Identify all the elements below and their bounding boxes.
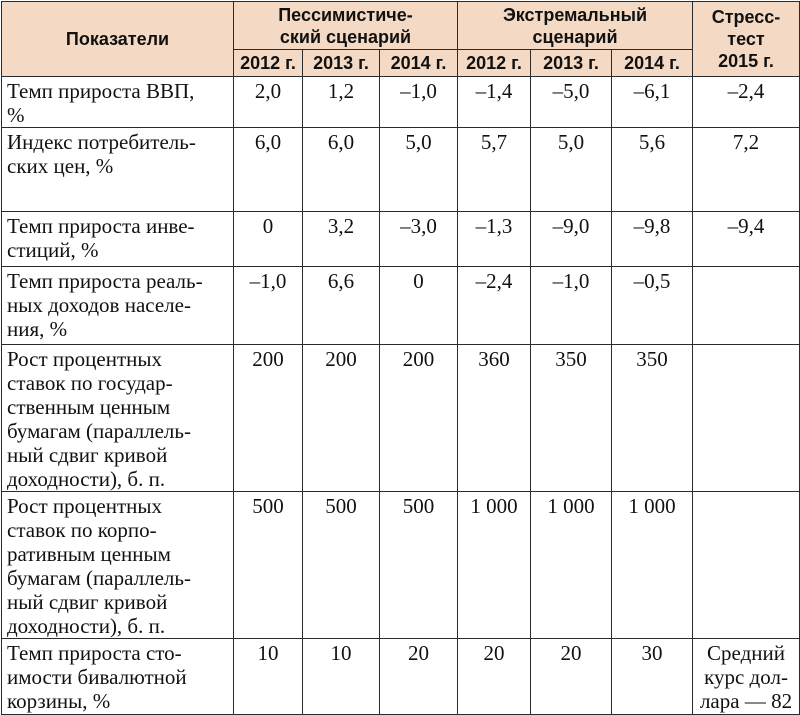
table-cell: –1,3 xyxy=(458,212,531,267)
table-cell: 10 xyxy=(303,639,380,715)
header-year: 2012 г. xyxy=(234,50,303,77)
header-pessimistic-scenario: Пессимистиче- ский сценарий xyxy=(234,2,458,50)
table-row xyxy=(2,128,800,212)
table-header xyxy=(2,2,800,77)
table-row xyxy=(2,77,800,128)
table-cell: –2,4 xyxy=(458,267,531,345)
row-label: Темп прироста реаль- ных доходов населе- ния, % xyxy=(2,267,234,345)
table-cell: 350 xyxy=(612,345,693,492)
row-label: Темп прироста ВВП, % xyxy=(2,77,234,128)
stress-cell xyxy=(693,267,800,345)
stress-cell: 7,2 xyxy=(693,128,800,212)
table-cell: 200 xyxy=(303,345,380,492)
table-cell: –6,1 xyxy=(612,77,693,128)
row-label: Рост процентных ставок по государ- ственным ценным бумагам (параллель- ный сдвиг кривой доходности), б. п. xyxy=(2,345,234,492)
header-year: 2014 г. xyxy=(612,50,693,77)
table-cell: 6,0 xyxy=(303,128,380,212)
table-cell: 200 xyxy=(380,345,458,492)
table-cell: 200 xyxy=(234,345,303,492)
table-cell: 6,6 xyxy=(303,267,380,345)
table-cell: 500 xyxy=(380,492,458,639)
stress-cell: Средний курс дол- лара — 82 xyxy=(693,639,800,715)
table-cell: –0,5 xyxy=(612,267,693,345)
table-row xyxy=(2,345,800,492)
scenario-table xyxy=(1,1,800,715)
table-cell: –1,4 xyxy=(458,77,531,128)
table-cell: –1,0 xyxy=(380,77,458,128)
table-cell: 20 xyxy=(380,639,458,715)
table-row xyxy=(2,492,800,639)
table-cell: 0 xyxy=(380,267,458,345)
header-year: 2013 г. xyxy=(531,50,612,77)
stress-cell xyxy=(693,345,800,492)
table-cell: 0 xyxy=(234,212,303,267)
table-cell: –9,8 xyxy=(612,212,693,267)
table-cell: –1,0 xyxy=(531,267,612,345)
table-cell: –9,0 xyxy=(531,212,612,267)
row-label: Индекс потребитель- ских цен, % xyxy=(2,128,234,212)
table-cell: 500 xyxy=(234,492,303,639)
stress-cell: –2,4 xyxy=(693,77,800,128)
table-cell: –5,0 xyxy=(531,77,612,128)
header-year: 2013 г. xyxy=(303,50,380,77)
header-extreme-scenario: Экстремальный сценарий xyxy=(458,2,693,50)
row-label: Рост процентных ставок по корпо- ративным ценным бумагам (параллель- ный сдвиг кривой доходности), б. п. xyxy=(2,492,234,639)
table-cell: 5,7 xyxy=(458,128,531,212)
table-cell: 1 000 xyxy=(531,492,612,639)
header-year: 2012 г. xyxy=(458,50,531,77)
table-cell: 1 000 xyxy=(612,492,693,639)
table-cell: 2,0 xyxy=(234,77,303,128)
header-stress-test: Стресс- тест 2015 г. xyxy=(693,2,800,77)
table-cell: 1,2 xyxy=(303,77,380,128)
table-cell: 1 000 xyxy=(458,492,531,639)
stress-cell: –9,4 xyxy=(693,212,800,267)
row-label: Темп прироста сто- имости бивалютной корзины, % xyxy=(2,639,234,715)
table-cell: 6,0 xyxy=(234,128,303,212)
table-cell: 5,6 xyxy=(612,128,693,212)
table-cell: 5,0 xyxy=(380,128,458,212)
table-cell: –1,0 xyxy=(234,267,303,345)
table-cell: 3,2 xyxy=(303,212,380,267)
header-indicators: Показатели xyxy=(2,2,234,77)
header-year: 2014 г. xyxy=(380,50,458,77)
stress-cell xyxy=(693,492,800,639)
table-cell: 20 xyxy=(531,639,612,715)
table-cell: 20 xyxy=(458,639,531,715)
table-row xyxy=(2,212,800,267)
table-cell: 500 xyxy=(303,492,380,639)
row-label: Темп прироста инве- стиций, % xyxy=(2,212,234,267)
table-cell: 10 xyxy=(234,639,303,715)
table-row xyxy=(2,267,800,345)
table-cell: 360 xyxy=(458,345,531,492)
table-row xyxy=(2,639,800,715)
table-cell: 5,0 xyxy=(531,128,612,212)
table-cell: –3,0 xyxy=(380,212,458,267)
table-cell: 30 xyxy=(612,639,693,715)
table-cell: 350 xyxy=(531,345,612,492)
